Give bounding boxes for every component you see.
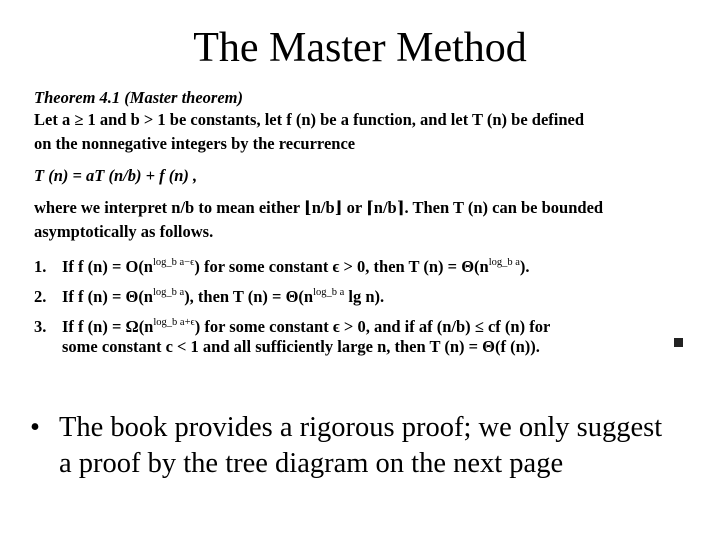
bullet-item [30, 410, 680, 482]
case-1-number: 1. [34, 257, 47, 276]
slide-title: The Master Method [193, 25, 527, 71]
case-2-number: 2. [34, 287, 47, 306]
bullet-icon: • [30, 412, 40, 443]
case-1-text-a: If f (n) = O(n [62, 257, 153, 276]
case-1-text-b: ) for some constant ϵ > 0, then T (n) = Θ(n [194, 257, 489, 276]
case-2-exponent-2: log_b a [313, 287, 345, 298]
case-3-text-b: ) for some constant ϵ > 0, and if af (n/b) ≤ cf (n) for [194, 317, 551, 336]
theorem-intro-line-2: on the nonnegative integers by the recurrence [34, 134, 356, 153]
qed-square-icon [674, 338, 683, 347]
case-1-text-c: ). [519, 257, 530, 276]
case-2-exponent-1: log_b a [152, 287, 185, 298]
bullet-text: The book provides a rigorous proof; we only suggest a proof by the tree diagram on the next page [59, 412, 663, 479]
case-3 [34, 313, 550, 336]
theorem-interpret-line-2: asymptotically as follows. [34, 222, 214, 241]
case-3-text-a: If f (n) = Ω(n [62, 317, 154, 336]
case-3-exponent-1: log_b a+ϵ [153, 317, 195, 328]
case-1-exponent-1: log_b a−ϵ [152, 257, 195, 268]
case-1 [34, 253, 530, 276]
theorem-heading: Theorem 4.1 (Master theorem) [34, 88, 243, 107]
case-2 [34, 283, 384, 306]
theorem-intro-line-1: Let a ≥ 1 and b > 1 be constants, let f (n) be a function, and let T (n) be defined [34, 110, 585, 129]
case-1-exponent-2: log_b a [488, 257, 520, 268]
case-2-text-c: lg n). [344, 287, 385, 306]
case-2-text-a: If f (n) = Θ(n [62, 287, 153, 306]
case-3-line-2: some constant c < 1 and all sufficiently large n, then T (n) = Θ(f (n)). [62, 337, 540, 356]
case-3-number: 3. [34, 317, 47, 336]
theorem-interpret-line-1: where we interpret n/b to mean either ⌊n/b⌋ or ⌈n/b⌉. Then T (n) can be bounded [34, 198, 604, 217]
recurrence-equation: T (n) = aT (n/b) + f (n) , [34, 166, 198, 185]
case-2-text-b: ), then T (n) = Θ(n [184, 287, 314, 306]
